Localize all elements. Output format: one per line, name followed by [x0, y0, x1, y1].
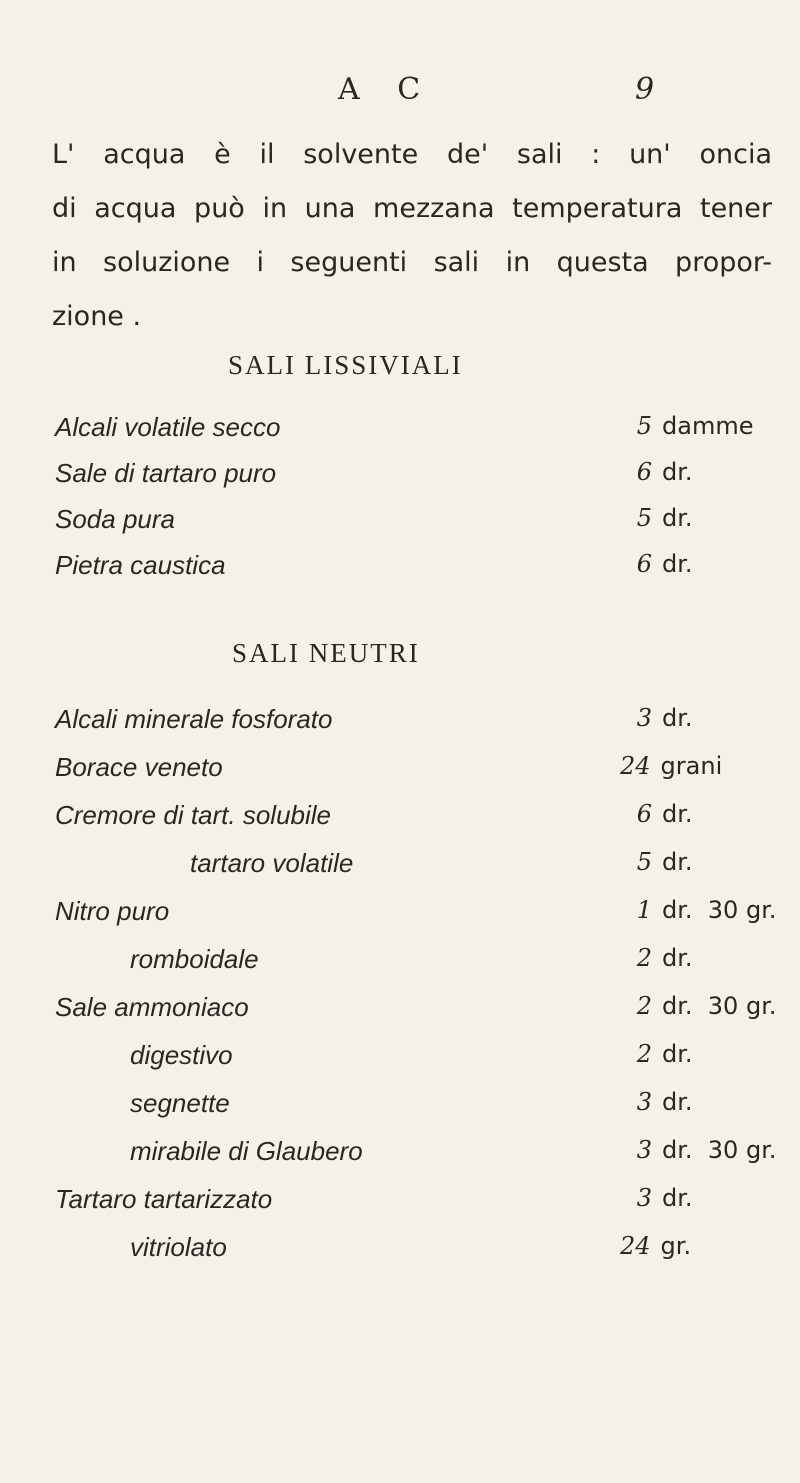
quantity-unit: dr. [662, 504, 693, 532]
quantity-unit: grani [660, 752, 723, 780]
quantity-number: 5 [636, 848, 652, 876]
quantity-number: 3 [636, 1184, 652, 1212]
salt-name: Borace veneto [55, 752, 223, 782]
quantity-unit: dr. 30 gr. [662, 1136, 777, 1164]
quantity-unit: dr. [662, 704, 693, 732]
salt-quantity [634, 504, 693, 532]
salt-name: Pietra caustica [55, 550, 226, 580]
page-number: 9 [635, 72, 655, 107]
quantity-number: 5 [636, 504, 652, 532]
salt-quantity [634, 944, 693, 972]
list-item [0, 1184, 800, 1230]
quantity-number: 24 [620, 1232, 651, 1260]
salt-name: Soda pura [55, 504, 175, 534]
quantity-number: 3 [636, 704, 652, 732]
list-item [0, 458, 800, 504]
quantity-unit: gr. [660, 1232, 692, 1260]
salt-name: Alcali minerale fosforato [55, 704, 333, 734]
quantity-unit: dr. 30 gr. [662, 992, 777, 1020]
quantity-unit: dr. [662, 1184, 693, 1212]
salt-name: digestivo [130, 1040, 233, 1070]
running-header [0, 72, 800, 112]
list-item [0, 504, 800, 550]
intro-paragraph [52, 128, 772, 344]
intro-line: in soluzione i seguenti sali in questa propor- [52, 247, 772, 278]
quantity-unit: dr. [662, 1088, 693, 1116]
salt-quantity [634, 992, 776, 1020]
salt-name: vitriolato [130, 1232, 227, 1262]
salt-quantity [634, 412, 753, 440]
quantity-number: 24 [620, 752, 651, 780]
list-item [0, 800, 800, 846]
quantity-number: 6 [636, 800, 652, 828]
section-title-sali-neutri: SALI NEUTRI [232, 638, 420, 668]
quantity-number: 1 [636, 896, 652, 924]
list-item [0, 412, 800, 458]
salt-quantity [634, 1040, 693, 1068]
list-item [0, 550, 800, 596]
quantity-number: 2 [636, 992, 652, 1020]
quantity-number: 2 [636, 944, 652, 972]
quantity-number: 3 [636, 1088, 652, 1116]
salt-quantity [634, 848, 693, 876]
salt-quantity [634, 800, 693, 828]
salt-name: romboidale [130, 944, 259, 974]
salt-name: Cremore di tart. solubile [55, 800, 331, 830]
salt-name: Tartaro tartarizzato [55, 1184, 273, 1214]
salt-name: Sale di tartaro puro [55, 458, 277, 488]
quantity-unit: dr. 30 gr. [662, 896, 777, 924]
quantity-number: 6 [636, 550, 652, 578]
quantity-unit: dr. [662, 848, 693, 876]
header-title: A C [338, 72, 435, 107]
quantity-unit: dr. [662, 458, 693, 486]
salt-name: mirabile di Glaubero [130, 1136, 363, 1166]
quantity-unit: dr. [662, 944, 693, 972]
salt-name: Nitro puro [55, 896, 170, 926]
salt-name: tartaro volatile [190, 848, 354, 878]
salt-name: segnette [130, 1088, 230, 1118]
salt-quantity [634, 458, 693, 486]
list-item [0, 1232, 800, 1278]
quantity-unit: dr. [662, 550, 693, 578]
salt-quantity [620, 1232, 692, 1260]
salt-quantity [634, 550, 693, 578]
quantity-unit: dr. [662, 800, 693, 828]
salt-name: Alcali volatile secco [55, 412, 281, 442]
list-item [0, 848, 800, 894]
intro-line: zione . [52, 301, 142, 332]
list-item [0, 1136, 800, 1182]
list-item [0, 704, 800, 750]
quantity-number: 5 [636, 412, 652, 440]
quantity-number: 6 [636, 458, 652, 486]
intro-line: di acqua può in una mezzana temperatura tener [52, 193, 772, 224]
list-item [0, 752, 800, 798]
salt-quantity [620, 752, 723, 780]
quantity-unit: dr. [662, 1040, 693, 1068]
list-item [0, 944, 800, 990]
list-item [0, 896, 800, 942]
salt-name: Sale ammoniaco [55, 992, 249, 1022]
quantity-number: 3 [636, 1136, 652, 1164]
salt-quantity [634, 704, 693, 732]
list-item [0, 992, 800, 1038]
salt-quantity [634, 896, 776, 924]
section-title-sali-lissiviali: SALI LISSIVIALI [228, 350, 463, 380]
list-item [0, 1088, 800, 1134]
list-item [0, 1040, 800, 1086]
salt-quantity [634, 1088, 693, 1116]
quantity-number: 2 [636, 1040, 652, 1068]
intro-line: L' acqua è il solvente de' sali : un' oncia [52, 139, 772, 170]
salt-quantity [634, 1136, 776, 1164]
quantity-unit: damme [662, 412, 754, 440]
salt-quantity [634, 1184, 693, 1212]
